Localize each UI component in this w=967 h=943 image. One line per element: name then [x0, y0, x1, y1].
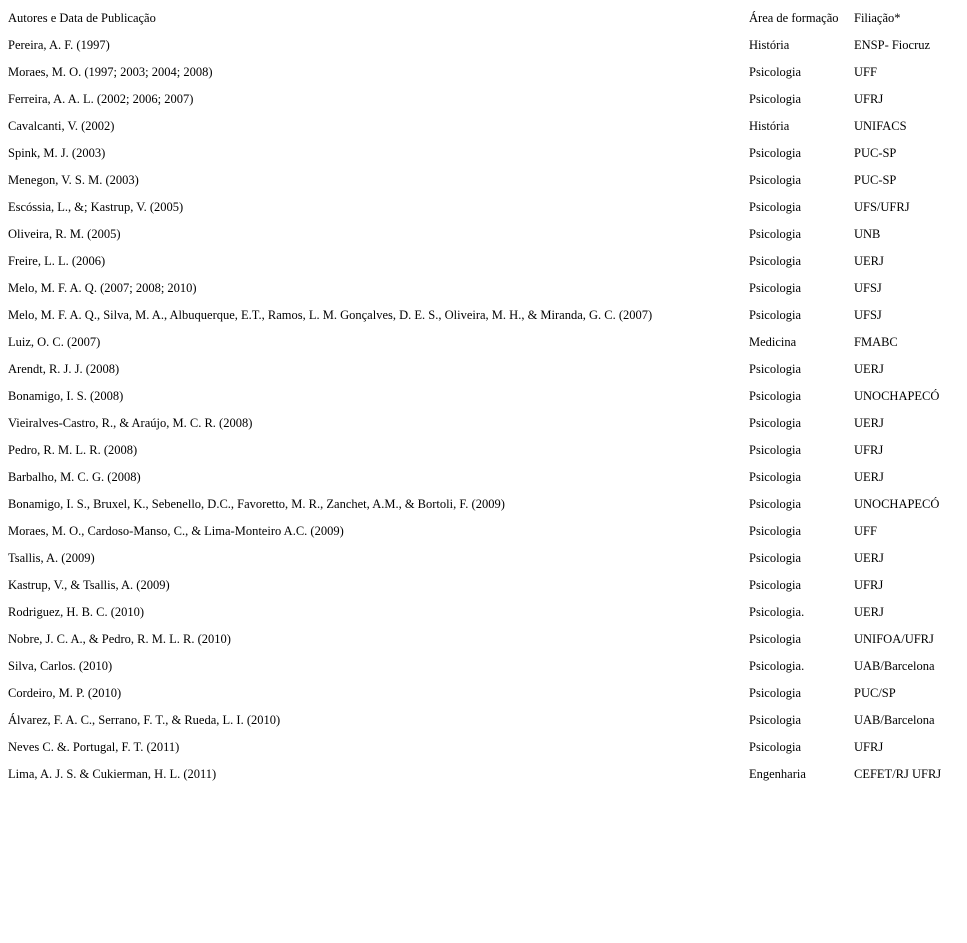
cell-authors: Cordeiro, M. P. (2010): [8, 686, 122, 700]
cell-area: Psicologia: [749, 632, 802, 646]
table-row: [8, 329, 952, 356]
table-header: [8, 5, 952, 32]
cell-area: Psicologia: [749, 470, 802, 484]
table-row: [8, 464, 952, 491]
cell-affiliation: FMABC: [854, 335, 898, 349]
cell-authors: Spink, M. J. (2003): [8, 146, 106, 160]
cell-authors: Ferreira, A. A. L. (2002; 2006; 2007): [8, 92, 194, 106]
cell-area: Psicologia.: [749, 659, 805, 673]
cell-affiliation: UFSJ: [854, 281, 882, 295]
cell-affiliation: UFRJ: [854, 92, 884, 106]
cell-affiliation: UAB/Barcelona: [854, 713, 935, 727]
cell-area: Psicologia: [749, 551, 802, 565]
table-row: [8, 761, 952, 788]
cell-area: Psicologia: [749, 173, 802, 187]
table-row: [8, 545, 952, 572]
cell-affiliation: UERJ: [854, 551, 884, 565]
table-row: [8, 383, 952, 410]
cell-affiliation: PUC-SP: [854, 146, 897, 160]
header-area: Área de formação: [749, 11, 839, 25]
cell-area: Psicologia: [749, 200, 802, 214]
table-row: [8, 707, 952, 734]
cell-affiliation: UERJ: [854, 605, 884, 619]
cell-area: Psicologia.: [749, 605, 805, 619]
cell-affiliation: UERJ: [854, 470, 884, 484]
cell-authors: Neves C. &. Portugal, F. T. (2011): [8, 740, 180, 754]
cell-affiliation: UNB: [854, 227, 881, 241]
cell-authors: Escóssia, L., &; Kastrup, V. (2005): [8, 200, 184, 214]
table-row: [8, 491, 952, 518]
cell-area: História: [749, 38, 790, 52]
cell-affiliation: UERJ: [854, 416, 884, 430]
publications-table-container: [5, 5, 955, 788]
cell-affiliation: CEFET/RJ UFRJ: [854, 767, 942, 781]
cell-affiliation: UAB/Barcelona: [854, 659, 935, 673]
cell-area: Psicologia: [749, 281, 802, 295]
table-row: [8, 302, 952, 329]
cell-authors: Menegon, V. S. M. (2003): [8, 173, 139, 187]
cell-authors: Pedro, R. M. L. R. (2008): [8, 443, 138, 457]
cell-affiliation: UFRJ: [854, 578, 884, 592]
table-row: [8, 626, 952, 653]
cell-authors: Melo, M. F. A. Q., Silva, M. A., Albuquerque, E.T., Ramos, L. M. Gonçalves, D. E. S., Oliveira, M. H., & Miranda, G. C. (2007): [8, 308, 653, 322]
cell-area: Psicologia: [749, 308, 802, 322]
cell-area: Psicologia: [749, 686, 802, 700]
cell-authors: Vieiralves-Castro, R., & Araújo, M. C. R. (2008): [8, 416, 253, 430]
cell-affiliation: PUC/SP: [854, 686, 896, 700]
table-row: [8, 140, 952, 167]
table-body: [8, 32, 952, 788]
cell-affiliation: UNIFACS: [854, 119, 907, 133]
cell-area: Psicologia: [749, 443, 802, 457]
table-row: [8, 194, 952, 221]
cell-authors: Tsallis, A. (2009): [8, 551, 95, 565]
table-row: [8, 86, 952, 113]
header-row: [8, 5, 952, 32]
cell-area: Psicologia: [749, 227, 802, 241]
cell-area: Psicologia: [749, 740, 802, 754]
cell-area: História: [749, 119, 790, 133]
table-row: [8, 248, 952, 275]
cell-authors: Silva, Carlos. (2010): [8, 659, 113, 673]
cell-affiliation: UNOCHAPECÓ: [854, 389, 940, 403]
cell-affiliation: UFF: [854, 524, 877, 538]
table-row: [8, 113, 952, 140]
cell-area: Psicologia: [749, 578, 802, 592]
table-row: [8, 680, 952, 707]
table-row: [8, 437, 952, 464]
table-row: [8, 221, 952, 248]
cell-authors: Barbalho, M. C. G. (2008): [8, 470, 141, 484]
cell-area: Psicologia: [749, 389, 802, 403]
cell-authors: Bonamigo, I. S. (2008): [8, 389, 124, 403]
table-row: [8, 167, 952, 194]
cell-authors: Rodriguez, H. B. C. (2010): [8, 605, 145, 619]
cell-authors: Pereira, A. F. (1997): [8, 38, 110, 52]
table-row: [8, 518, 952, 545]
table-row: [8, 275, 952, 302]
table-row: [8, 356, 952, 383]
cell-area: Psicologia: [749, 497, 802, 511]
cell-area: Psicologia: [749, 146, 802, 160]
cell-authors: Moraes, M. O. (1997; 2003; 2004; 2008): [8, 65, 213, 79]
cell-authors: Nobre, J. C. A., & Pedro, R. M. L. R. (2010): [8, 632, 231, 646]
cell-authors: Lima, A. J. S. & Cukierman, H. L. (2011): [8, 767, 217, 781]
cell-affiliation: UERJ: [854, 362, 884, 376]
cell-authors: Luiz, O. C. (2007): [8, 335, 101, 349]
cell-affiliation: UFRJ: [854, 443, 884, 457]
cell-authors: Freire, L. L. (2006): [8, 254, 106, 268]
cell-affiliation: UFRJ: [854, 740, 884, 754]
header-authors: Autores e Data de Publicação: [8, 11, 156, 25]
cell-area: Psicologia: [749, 713, 802, 727]
cell-area: Psicologia: [749, 524, 802, 538]
cell-area: Engenharia: [749, 767, 806, 781]
cell-affiliation: UFSJ: [854, 308, 882, 322]
table-row: [8, 32, 952, 59]
cell-area: Psicologia: [749, 416, 802, 430]
header-affiliation: Filiação*: [854, 11, 901, 25]
cell-authors: Melo, M. F. A. Q. (2007; 2008; 2010): [8, 281, 197, 295]
cell-affiliation: UFS/UFRJ: [854, 200, 910, 214]
cell-area: Medicina: [749, 335, 797, 349]
cell-affiliation: UERJ: [854, 254, 884, 268]
cell-authors: Kastrup, V., & Tsallis, A. (2009): [8, 578, 170, 592]
cell-authors: Cavalcanti, V. (2002): [8, 119, 115, 133]
cell-authors: Arendt, R. J. J. (2008): [8, 362, 120, 376]
cell-affiliation: PUC-SP: [854, 173, 897, 187]
cell-affiliation: UNIFOA/UFRJ: [854, 632, 934, 646]
cell-area: Psicologia: [749, 92, 802, 106]
table-row: [8, 599, 952, 626]
cell-affiliation: UNOCHAPECÓ: [854, 497, 940, 511]
cell-area: Psicologia: [749, 362, 802, 376]
cell-affiliation: ENSP- Fiocruz: [854, 38, 931, 52]
table-row: [8, 410, 952, 437]
cell-area: Psicologia: [749, 254, 802, 268]
table-row: [8, 572, 952, 599]
cell-authors: Moraes, M. O., Cardoso-Manso, C., & Lima-Monteiro A.C. (2009): [8, 524, 344, 538]
table-row: [8, 734, 952, 761]
cell-authors: Álvarez, F. A. C., Serrano, F. T., & Rueda, L. I. (2010): [8, 713, 281, 727]
cell-authors: Oliveira, R. M. (2005): [8, 227, 121, 241]
table-row: [8, 59, 952, 86]
cell-authors: Bonamigo, I. S., Bruxel, K., Sebenello, D.C., Favoretto, M. R., Zanchet, A.M., & Bortoli, F. (2009): [8, 497, 505, 511]
table-row: [8, 653, 952, 680]
cell-affiliation: UFF: [854, 65, 877, 79]
publications-table: [5, 5, 955, 788]
cell-area: Psicologia: [749, 65, 802, 79]
